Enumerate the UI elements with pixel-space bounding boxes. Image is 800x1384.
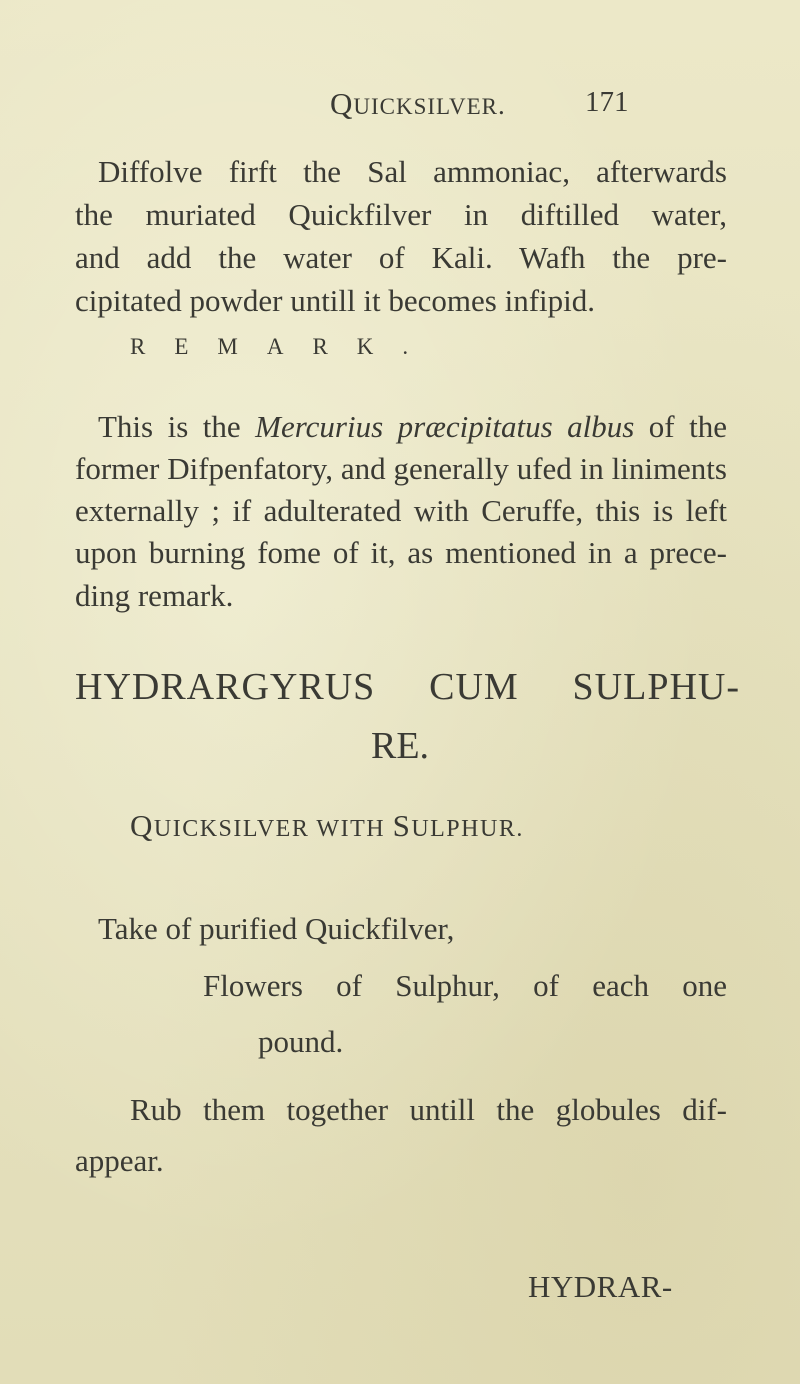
section-subtitle <box>130 808 524 844</box>
paragraph1-line3: and add the water of Kali. Wafh the pre- <box>75 240 727 275</box>
instruction-line1: Rub them together untill the globules dif- <box>130 1092 727 1127</box>
recipe-flowers: Flowers of Sulphur, of each one <box>203 968 727 1003</box>
paragraph2-line2: former Difpenfatory, and generally ufed in liniments <box>75 451 727 486</box>
subtitle-cap-1: Q <box>130 808 154 843</box>
subtitle-cap-2: S <box>392 808 412 843</box>
paragraph2-line3: externally ; if adulterated with Ceruffe, this is left <box>75 493 727 528</box>
paragraph2-line1-after: of the <box>634 409 727 444</box>
section-title-line2: RE. <box>370 725 430 767</box>
catchword: HYDRAR- <box>528 1269 673 1304</box>
paragraph2-line4: upon burning fome of it, as mentioned in a prece- <box>75 535 727 570</box>
section-title-line1: HYDRARGYRUS CUM SULPHU- <box>75 666 740 708</box>
subtitle-rest-1: UICKSILVER WITH <box>153 816 393 842</box>
recipe-pound: pound. <box>258 1024 344 1059</box>
instruction-line2: appear. <box>75 1143 164 1178</box>
running-head-period: . <box>498 90 506 120</box>
running-head <box>330 86 506 122</box>
paragraph2-line1 <box>98 408 727 446</box>
paragraph1-line1: Diffolve firft the Sal ammoniac, afterwards <box>98 154 727 189</box>
page-number: 171 <box>585 86 629 118</box>
subtitle-rest-2: ULPHUR. <box>411 816 524 842</box>
running-head-initial: Q <box>330 86 354 121</box>
remark-heading: REMARK. <box>130 334 438 359</box>
paragraph2-line1-italic: Mercurius præcipitatus albus <box>255 409 635 444</box>
paragraph1-line2: the muriated Quickfilver in diftilled water, <box>75 197 727 232</box>
running-head-rest: UICKSILVER <box>353 94 498 119</box>
paragraph2-line1-before: This is the <box>98 409 256 444</box>
paragraph2-line5: ding remark. <box>75 578 234 613</box>
paragraph1-line4: cipitated powder untill it becomes infipid. <box>75 283 595 318</box>
recipe-take: Take of purified Quickfilver, <box>98 911 455 946</box>
